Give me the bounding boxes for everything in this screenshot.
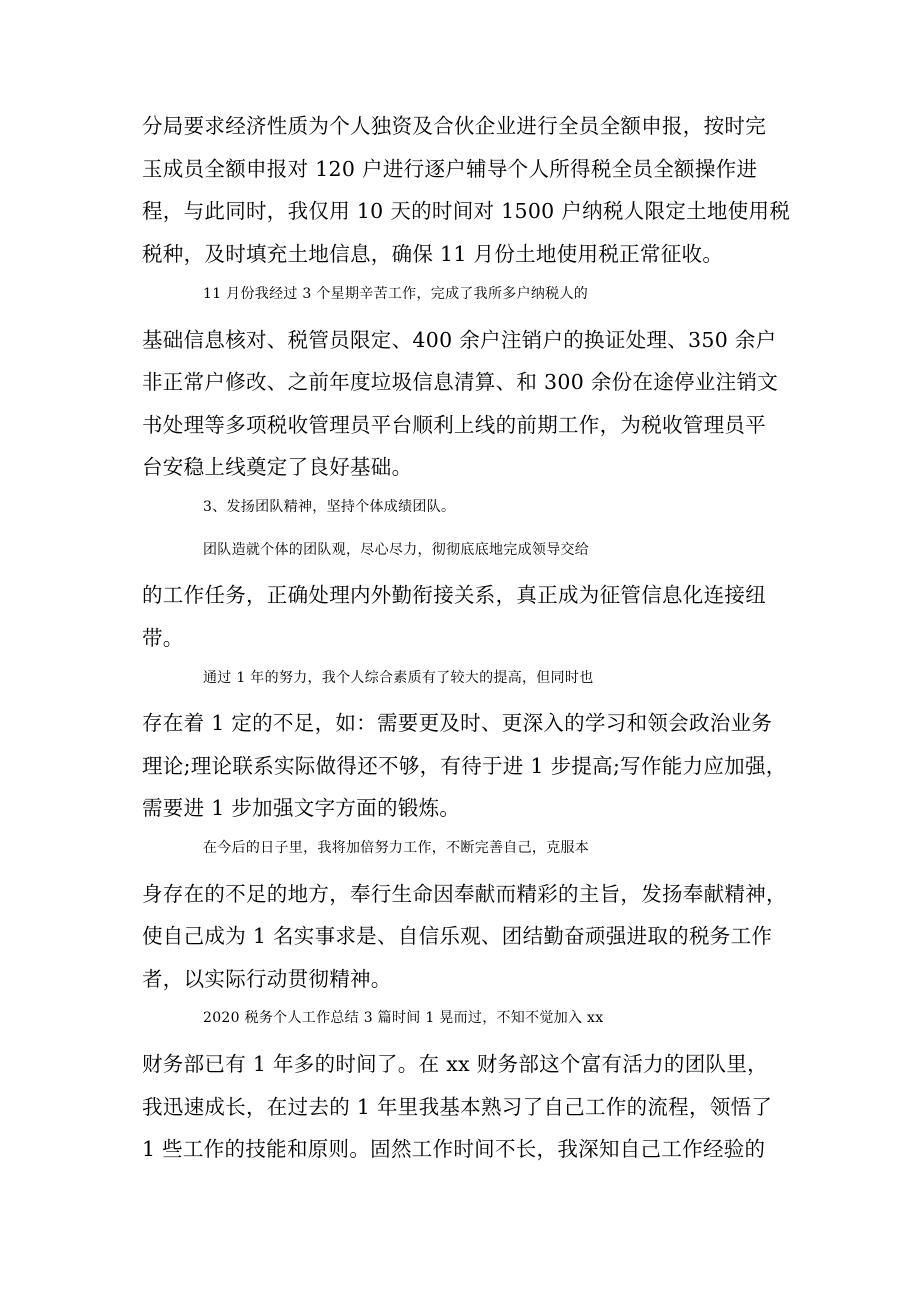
- text-line: 2020 税务个人工作总结 3 篇时间 1 晃而过，不知不觉加入 xx: [203, 1010, 604, 1026]
- text-line: 带。: [142, 626, 184, 650]
- text-line: 在今后的日子里，我将加倍努力工作，不断完善自己，克服本: [203, 840, 590, 856]
- text-line: 程，与此同时，我仅用 10 天的时间对 1500 户纳税人限定土地使用税: [142, 199, 791, 223]
- text-line: 身存在的不足的地方，奉行生命因奉献而精彩的主旨，发扬奉献精神，: [142, 882, 787, 906]
- text-line: 理论;理论联系实际做得还不够，有待于进 1 步提高;写作能力应加强，: [142, 754, 787, 778]
- text-line: 1 些工作的技能和原则。固然工作时间不长，我深知自己工作经验的: [142, 1137, 766, 1161]
- text-line: 的工作任务，正确处理内外勤衔接关系，真正成为征管信息化连接纽: [142, 583, 766, 607]
- text-line: 者，以实际行动贯彻精神。: [142, 967, 392, 991]
- text-line: 需要进 1 步加强文字方面的锻炼。: [142, 796, 461, 820]
- text-line: 玉成员全额申报对 120 户进行逐户辅导个人所得税全员全额操作进: [142, 157, 758, 181]
- text-line: 使自己成为 1 名实事求是、自信乐观、团结勤奋顽强进取的税务工作: [142, 924, 773, 948]
- text-line: 11 月份我经过 3 个星期辛苦工作，完成了我所多户纳税人的: [203, 286, 589, 302]
- text-line: 非正常户修改、之前年度垃圾信息清算、和 300 余份在途停业注销文: [142, 370, 779, 394]
- text-line: 税种，及时填充土地信息，确保 11 月份土地使用税正常征收。: [142, 242, 724, 266]
- text-line: 我迅速成长，在过去的 1 年里我基本熟习了自己工作的流程，领悟了: [142, 1095, 773, 1119]
- text-line: 通过 1 年的努力，我个人综合素质有了较大的提高，但同时也: [203, 670, 594, 686]
- text-line: 书处理等多项税收管理员平台顺利上线的前期工作，为税收管理员平: [142, 413, 766, 437]
- text-line: 存在着 1 定的不足，如：需要更及时、更深入的学习和领会政治业务: [142, 711, 773, 735]
- text-line: 财务部已有 1 年多的时间了。在 xx 财务部这个富有活力的团队里，: [142, 1052, 768, 1076]
- text-line: 分局要求经济性质为个人独资及合伙企业进行全员全额申报，按时完: [142, 114, 766, 138]
- text-line: 台安稳上线奠定了良好基础。: [142, 455, 413, 479]
- section-heading: 3、发扬团队精神，坚持个体成绩团队。: [203, 499, 456, 515]
- text-line: 基础信息核对、税管员限定、400 余户注销户的换证处理、350 余户: [142, 328, 777, 352]
- text-line: 团队造就个体的团队观，尽心尽力，彻彻底底地完成领导交给: [203, 542, 590, 558]
